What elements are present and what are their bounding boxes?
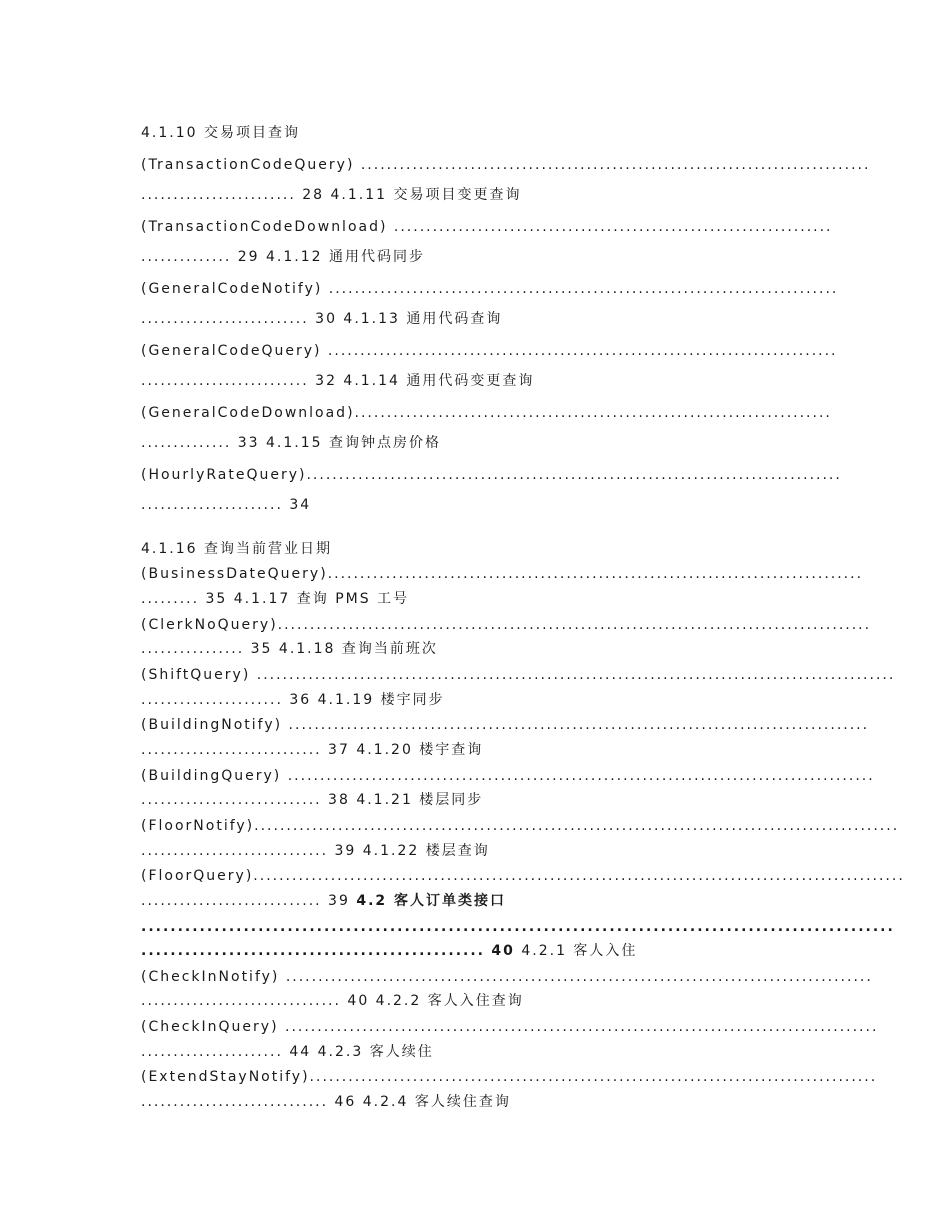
toc-line: .............. 33 4.1.15 查询钟点房价格 [141,435,441,451]
toc-line: (CheckInQuery) ............................................................................................ [141,1019,879,1035]
toc-line: ...................... 36 4.1.19 楼宇同步 [141,692,445,708]
toc-line: ............................ 38 4.1.21 楼层同步 [141,792,484,808]
toc-line: ............................. 46 4.2.4 客人续住查询 [141,1094,511,1110]
toc-line: (GeneralCodeNotify) ............................................................................... [141,281,839,297]
toc-entry-4-2-1: 4.2.1 客人入住 [521,943,638,959]
toc-line: ............................... 40 4.2.2 客人入住查询 [141,993,524,1009]
toc-line: (ExtendStayNotify)........................................................................................ [141,1069,878,1085]
toc-line: (CheckInNotify) ........................................................................................... [141,969,873,985]
toc-line: (BuildingQuery) ........................................................................................... [141,768,875,784]
toc-line: (FloorQuery)..................................................................................................... [141,868,905,884]
toc-line: (TransactionCodeDownload) .................................................................... [141,219,833,235]
toc-line: ............................ 37 4.1.20 楼宇查询 [141,742,484,758]
toc-heading-4-2: 4.2 客人订单类接口 [356,893,507,909]
toc-line: 4.1.10 交易项目查询 [141,125,300,141]
toc-line: ......... 35 4.1.17 查询 PMS 工号 [141,591,410,607]
toc-line: 4.1.16 查询当前营业日期 [141,541,332,557]
toc-line: (TransactionCodeQuery) ............................................................................... [141,157,871,173]
toc-line [141,941,637,961]
toc-heading-leader: ....................................................................................................... [141,919,895,935]
toc-line: (ShiftQuery) ................................................................................................... [141,667,896,683]
toc-line: (GeneralCodeQuery) ............................................................................... [141,343,838,359]
toc-line-text: ............................ 39 [141,893,350,909]
toc-line: .............. 29 4.1.12 通用代码同步 [141,249,425,265]
toc-line: ...................... 44 4.2.3 客人续住 [141,1044,434,1060]
toc-heading-page: 40 [491,943,515,959]
toc-line: (HourlyRateQuery)................................................................................... [141,467,842,483]
toc-line: ................ 35 4.1.18 查询当前班次 [141,641,438,657]
toc-line: ...................... 34 [141,497,312,513]
toc-line: .......................... 32 4.1.14 通用代码变更查询 [141,373,535,389]
toc-line [141,891,506,911]
toc-line: .......................... 30 4.1.13 通用代码查询 [141,311,503,327]
toc-line: (GeneralCodeDownload).......................................................................... [141,405,832,421]
toc-line: ........................ 28 4.1.11 交易项目变更查询 [141,187,522,203]
toc-line: ............................. 39 4.1.22 楼层查询 [141,843,490,859]
toc-line: (BuildingNotify) .......................................................................................... [141,717,870,733]
toc-line: (FloorNotify).................................................................................................... [141,818,900,834]
toc-heading-leader-tail: ............................................... [141,943,485,959]
toc-line: (BusinessDateQuery)................................................................................... [141,566,864,582]
toc-line: (ClerkNoQuery)............................................................................................ [141,617,872,633]
